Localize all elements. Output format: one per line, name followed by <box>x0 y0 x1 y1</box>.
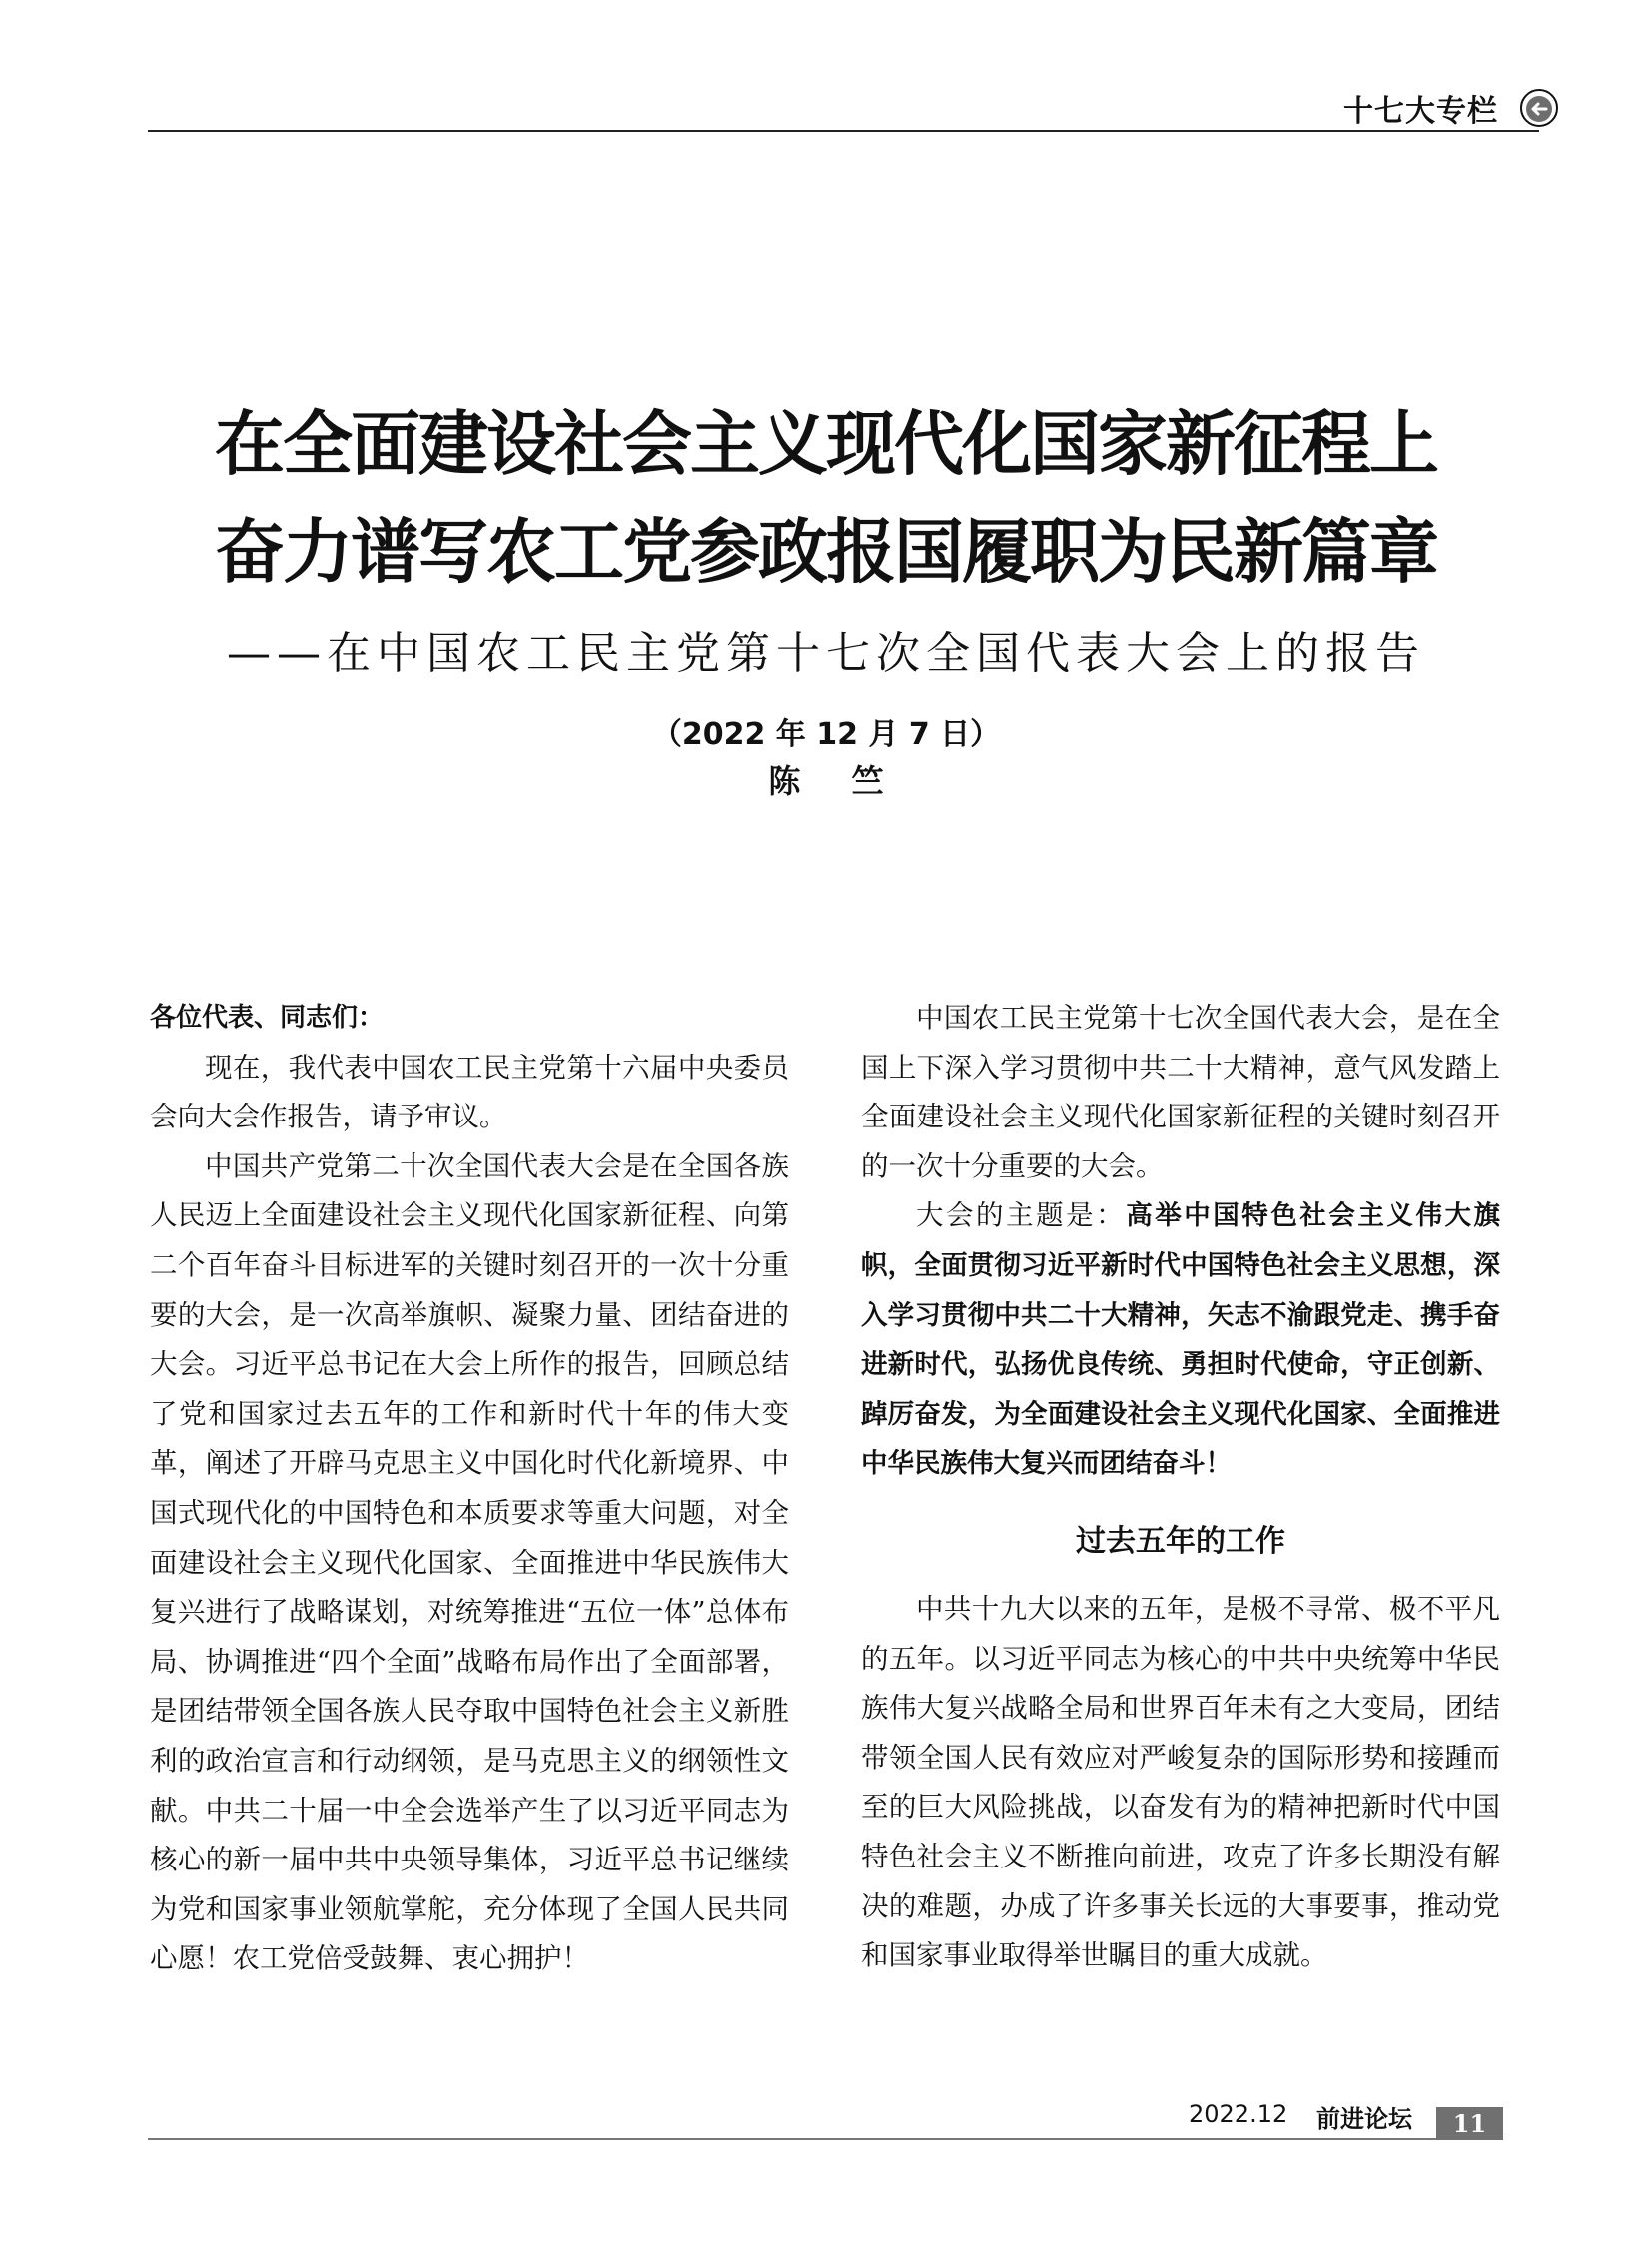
article-title-line-2: 奋力谱写农工党参政报国履职为民新篇章 <box>215 511 1437 593</box>
footer-rule <box>148 2138 1436 2140</box>
article-date: （2022 年 12 月 7 日） <box>651 717 1001 752</box>
paragraph: 中国共产党第二十次全国代表大会是在全国各族人民迈上全面建设社会主义现代化国家新征程、向第二个百年奋斗目标进军的关键时刻召开的一次十分重要的大会，是一次高举旗帜、凝聚力量、团结奋进的大会。习近平总书记在大会上所作的报告，回顾总结了党和国家过去五年的工作和新时代十年的伟大变革，阐述了开辟马克思主义中国化时代化新境界、中国式现代化的中国特色和本质要求等重大问题，对全面建设社会主义现代化国家、全面推进中华民族伟大复兴进行了战略谋划，对统筹推进“五位一体”总体布局、协调推进“四个全面”战略布局作出了全面部署，是团结带领全国各族人民夺取中国特色社会主义新胜利的政治宣言和行动纲领，是马克思主义的纲领性文献。中共二十届一中全会选举产生了以习近平同志为核心的新一届中共中央领导集体，习近平总书记继续为党和国家事业领航掌舵，充分体现了全国人民共同心愿！农工党倍受鼓舞、衷心拥护！ <box>150 1149 789 1975</box>
page-number: 11 <box>1436 2107 1503 2140</box>
theme-paragraph <box>861 1191 1500 1489</box>
greeting: 各位代表、同志们： <box>150 1003 385 1033</box>
footer-issue: 2022.12 <box>1189 2100 1288 2128</box>
footer-journal-name: 前进论坛 <box>1316 2105 1412 2133</box>
section-heading: 过去五年的工作 <box>1076 1523 1285 1559</box>
article-author: 陈 竺 <box>768 762 904 800</box>
header-rule <box>148 130 1539 132</box>
circled-left-arrow-icon <box>1519 88 1559 128</box>
body-column-left <box>150 994 789 1984</box>
body-column-right <box>861 994 1500 1981</box>
theme-intro: 大会的主题是： <box>916 1199 1127 1232</box>
paragraph: 中国农工民主党第十七次全国代表大会，是在全国上下深入学习贯彻中共二十大精神，意气风发踏上全面建设社会主义现代化国家新征程的关键时刻召开的一次十分重要的大会。 <box>861 1002 1500 1182</box>
column-label: 十七大专栏 <box>1343 94 1498 129</box>
article-title-line-1: 在全面建设社会主义现代化国家新征程上 <box>215 403 1437 485</box>
theme-text: 高举中国特色社会主义伟大旗帜，全面贯彻习近平新时代中国特色社会主义思想，深入学习贯彻中共二十大精神，矢志不渝跟党走、携手奋进新时代，弘扬优良传统、勇担时代使命，守正创新、踔厉奋发，为全面建设社会主义现代化国家、全面推进中华民族伟大复兴而团结奋斗！ <box>861 1200 1501 1480</box>
article-subtitle: ——在中国农工民主党第十七次全国代表大会上的报告 <box>227 628 1425 679</box>
paragraph: 现在，我代表中国农工民主党第十六届中央委员会向大会作报告，请予审议。 <box>150 1051 789 1133</box>
paragraph: 中共十九大以来的五年，是极不寻常、极不平凡的五年。以习近平同志为核心的中共中央统筹中华民族伟大复兴战略全局和世界百年未有之大变局，团结带领全国人民有效应对严峻复杂的国际形势和接踵而至的巨大风险挑战，以奋发有为的精神把新时代中国特色社会主义不断推向前进，攻克了许多长期没有解决的难题，办成了许多事关长远的大事要事，推动党和国家事业取得举世瞩目的重大成就。 <box>861 1592 1500 1972</box>
